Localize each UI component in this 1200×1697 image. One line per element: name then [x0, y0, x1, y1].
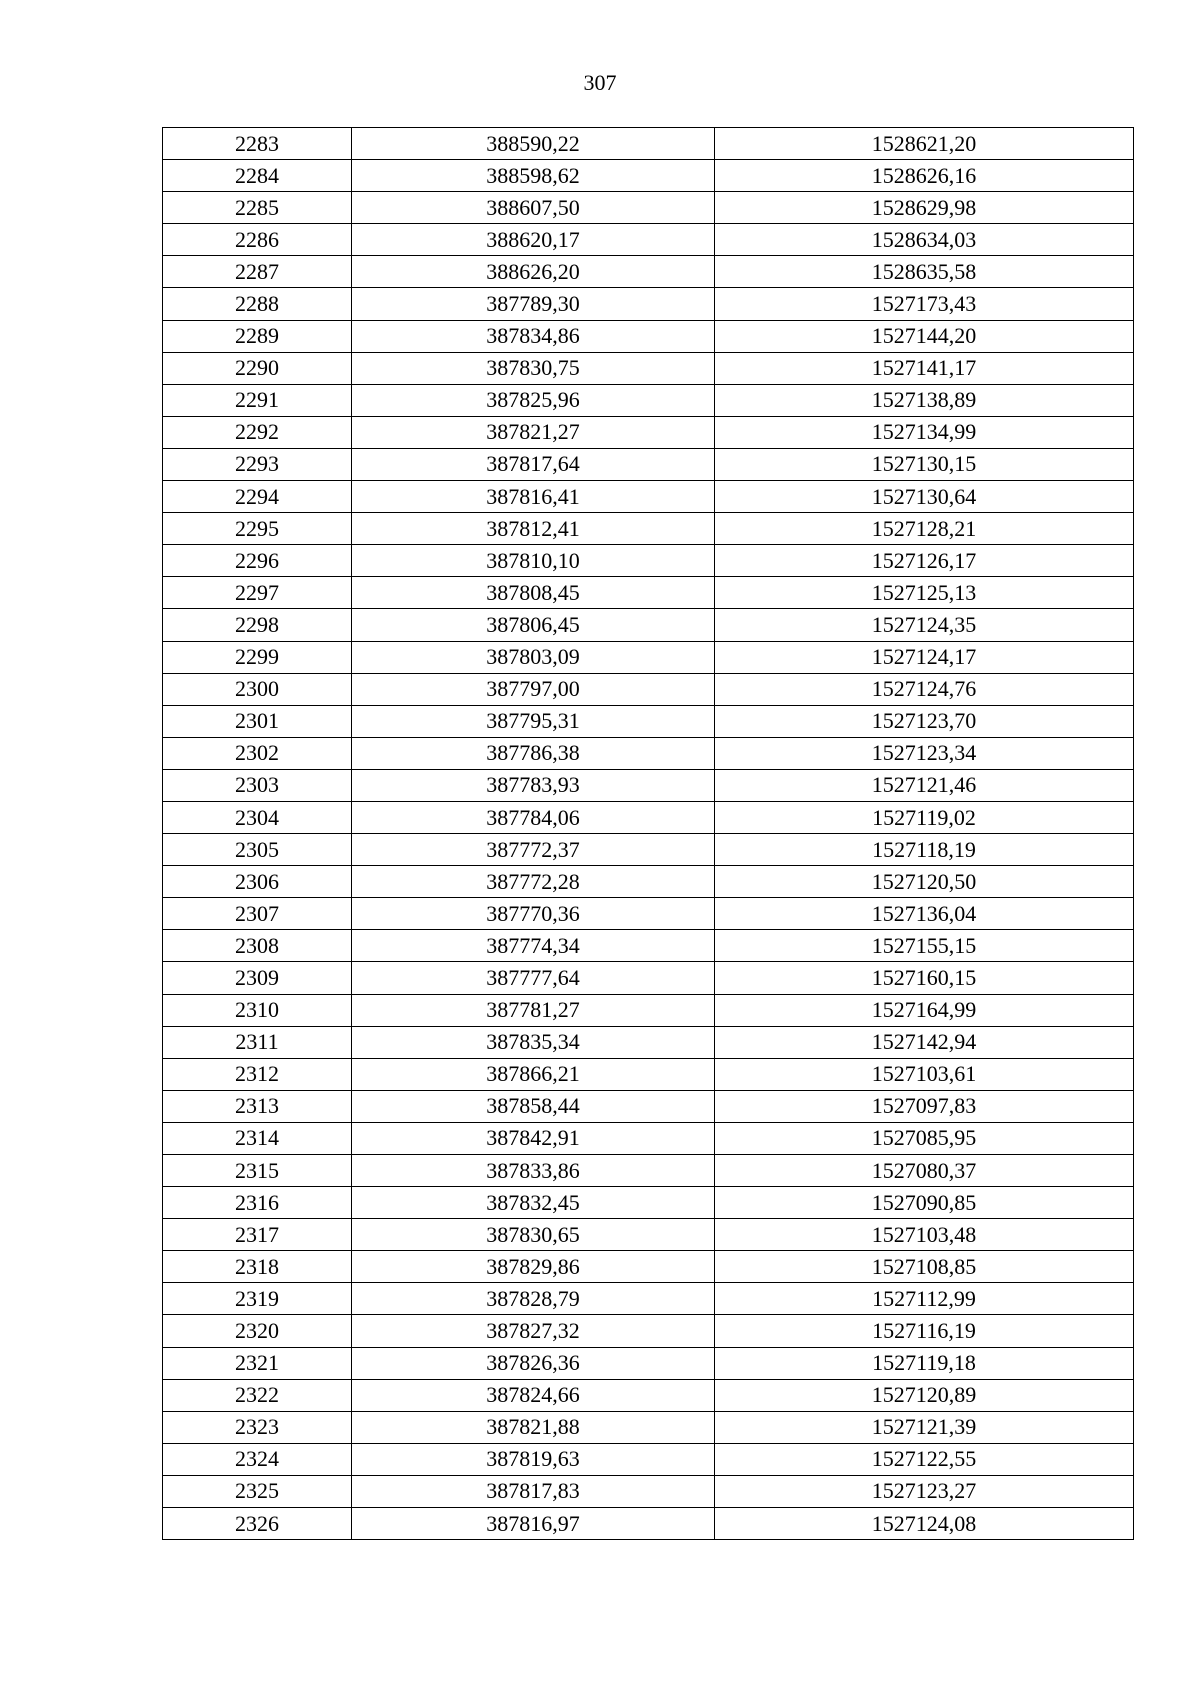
y-coordinate-cell: 1527108,85 [715, 1251, 1134, 1283]
x-coordinate-cell: 387803,09 [352, 641, 715, 673]
table-row [163, 1315, 1134, 1347]
table-row [163, 1155, 1134, 1187]
x-coordinate-cell: 387784,06 [352, 801, 715, 833]
y-coordinate-cell: 1527130,15 [715, 448, 1134, 480]
table-row [163, 352, 1134, 384]
point-number-cell: 2308 [163, 930, 352, 962]
y-coordinate-cell: 1527122,55 [715, 1443, 1134, 1475]
table-row [163, 1219, 1134, 1251]
table-row [163, 288, 1134, 320]
point-number-cell: 2290 [163, 352, 352, 384]
table-row [163, 320, 1134, 352]
table-row [163, 1283, 1134, 1315]
point-number-cell: 2310 [163, 994, 352, 1026]
table-row [163, 416, 1134, 448]
table-row [163, 930, 1134, 962]
x-coordinate-cell: 387829,86 [352, 1251, 715, 1283]
point-number-cell: 2284 [163, 160, 352, 192]
point-number-cell: 2293 [163, 448, 352, 480]
x-coordinate-cell: 387825,96 [352, 384, 715, 416]
y-coordinate-cell: 1527138,89 [715, 384, 1134, 416]
y-coordinate-cell: 1528635,58 [715, 256, 1134, 288]
point-number-cell: 2287 [163, 256, 352, 288]
point-number-cell: 2324 [163, 1443, 352, 1475]
table-row [163, 1090, 1134, 1122]
x-coordinate-cell: 387816,97 [352, 1508, 715, 1540]
table-row [163, 1379, 1134, 1411]
y-coordinate-cell: 1527173,43 [715, 288, 1134, 320]
table-row [163, 834, 1134, 866]
x-coordinate-cell: 387795,31 [352, 705, 715, 737]
y-coordinate-cell: 1527155,15 [715, 930, 1134, 962]
y-coordinate-cell: 1527085,95 [715, 1122, 1134, 1154]
table-row [163, 1026, 1134, 1058]
x-coordinate-cell: 387777,64 [352, 962, 715, 994]
table-row [163, 769, 1134, 801]
x-coordinate-cell: 387866,21 [352, 1058, 715, 1090]
x-coordinate-cell: 387830,65 [352, 1219, 715, 1251]
y-coordinate-cell: 1527124,17 [715, 641, 1134, 673]
y-coordinate-cell: 1527134,99 [715, 416, 1134, 448]
table-row [163, 962, 1134, 994]
point-number-cell: 2302 [163, 737, 352, 769]
y-coordinate-cell: 1527118,19 [715, 834, 1134, 866]
x-coordinate-cell: 387828,79 [352, 1283, 715, 1315]
point-number-cell: 2314 [163, 1122, 352, 1154]
y-coordinate-cell: 1527124,35 [715, 609, 1134, 641]
table-row [163, 898, 1134, 930]
point-number-cell: 2292 [163, 416, 352, 448]
y-coordinate-cell: 1527103,48 [715, 1219, 1134, 1251]
y-coordinate-cell: 1528626,16 [715, 160, 1134, 192]
table-row [163, 1187, 1134, 1219]
table-row [163, 1411, 1134, 1443]
x-coordinate-cell: 387821,88 [352, 1411, 715, 1443]
table-row [163, 577, 1134, 609]
x-coordinate-cell: 387842,91 [352, 1122, 715, 1154]
point-number-cell: 2291 [163, 384, 352, 416]
table-row [163, 1508, 1134, 1540]
y-coordinate-cell: 1527120,50 [715, 866, 1134, 898]
table-row [163, 1347, 1134, 1379]
point-number-cell: 2305 [163, 834, 352, 866]
y-coordinate-cell: 1527080,37 [715, 1155, 1134, 1187]
x-coordinate-cell: 388607,50 [352, 192, 715, 224]
point-number-cell: 2316 [163, 1187, 352, 1219]
point-number-cell: 2322 [163, 1379, 352, 1411]
y-coordinate-cell: 1527164,99 [715, 994, 1134, 1026]
point-number-cell: 2299 [163, 641, 352, 673]
y-coordinate-cell: 1527124,08 [715, 1508, 1134, 1540]
point-number-cell: 2311 [163, 1026, 352, 1058]
y-coordinate-cell: 1527119,02 [715, 801, 1134, 833]
y-coordinate-cell: 1527116,19 [715, 1315, 1134, 1347]
y-coordinate-cell: 1527123,34 [715, 737, 1134, 769]
x-coordinate-cell: 387772,28 [352, 866, 715, 898]
y-coordinate-cell: 1528629,98 [715, 192, 1134, 224]
x-coordinate-cell: 387817,64 [352, 448, 715, 480]
x-coordinate-cell: 387810,10 [352, 545, 715, 577]
y-coordinate-cell: 1527124,76 [715, 673, 1134, 705]
point-number-cell: 2317 [163, 1219, 352, 1251]
x-coordinate-cell: 387770,36 [352, 898, 715, 930]
y-coordinate-cell: 1527126,17 [715, 545, 1134, 577]
table-row [163, 737, 1134, 769]
x-coordinate-cell: 387832,45 [352, 1187, 715, 1219]
y-coordinate-cell: 1527090,85 [715, 1187, 1134, 1219]
x-coordinate-cell: 387774,34 [352, 930, 715, 962]
table-row [163, 866, 1134, 898]
table-row [163, 673, 1134, 705]
y-coordinate-cell: 1527123,70 [715, 705, 1134, 737]
table-row [163, 256, 1134, 288]
point-number-cell: 2286 [163, 224, 352, 256]
x-coordinate-cell: 388626,20 [352, 256, 715, 288]
point-number-cell: 2294 [163, 481, 352, 513]
point-number-cell: 2325 [163, 1475, 352, 1507]
x-coordinate-cell: 387827,32 [352, 1315, 715, 1347]
x-coordinate-cell: 387772,37 [352, 834, 715, 866]
table-row [163, 705, 1134, 737]
table-row [163, 1443, 1134, 1475]
x-coordinate-cell: 387824,66 [352, 1379, 715, 1411]
table-row [163, 160, 1134, 192]
point-number-cell: 2307 [163, 898, 352, 930]
x-coordinate-cell: 387786,38 [352, 737, 715, 769]
table-row [163, 1058, 1134, 1090]
x-coordinate-cell: 387819,63 [352, 1443, 715, 1475]
x-coordinate-cell: 387833,86 [352, 1155, 715, 1187]
page-number: 307 [583, 70, 617, 95]
point-number-cell: 2319 [163, 1283, 352, 1315]
table-row [163, 481, 1134, 513]
x-coordinate-cell: 387830,75 [352, 352, 715, 384]
y-coordinate-cell: 1527112,99 [715, 1283, 1134, 1315]
y-coordinate-cell: 1527121,46 [715, 769, 1134, 801]
y-coordinate-cell: 1527141,17 [715, 352, 1134, 384]
y-coordinate-cell: 1527160,15 [715, 962, 1134, 994]
table-row [163, 641, 1134, 673]
x-coordinate-cell: 387783,93 [352, 769, 715, 801]
point-number-cell: 2304 [163, 801, 352, 833]
point-number-cell: 2326 [163, 1508, 352, 1540]
y-coordinate-cell: 1527123,27 [715, 1475, 1134, 1507]
point-number-cell: 2295 [163, 513, 352, 545]
table-row [163, 1122, 1134, 1154]
table-row [163, 545, 1134, 577]
x-coordinate-cell: 388590,22 [352, 128, 715, 160]
point-number-cell: 2289 [163, 320, 352, 352]
point-number-cell: 2306 [163, 866, 352, 898]
x-coordinate-cell: 387817,83 [352, 1475, 715, 1507]
table-row [163, 994, 1134, 1026]
y-coordinate-cell: 1528621,20 [715, 128, 1134, 160]
point-number-cell: 2313 [163, 1090, 352, 1122]
x-coordinate-cell: 388620,17 [352, 224, 715, 256]
coordinates-table-body [163, 128, 1134, 1540]
point-number-cell: 2288 [163, 288, 352, 320]
point-number-cell: 2312 [163, 1058, 352, 1090]
y-coordinate-cell: 1527121,39 [715, 1411, 1134, 1443]
x-coordinate-cell: 387821,27 [352, 416, 715, 448]
point-number-cell: 2321 [163, 1347, 352, 1379]
y-coordinate-cell: 1528634,03 [715, 224, 1134, 256]
y-coordinate-cell: 1527119,18 [715, 1347, 1134, 1379]
y-coordinate-cell: 1527097,83 [715, 1090, 1134, 1122]
y-coordinate-cell: 1527144,20 [715, 320, 1134, 352]
point-number-cell: 2297 [163, 577, 352, 609]
y-coordinate-cell: 1527128,21 [715, 513, 1134, 545]
y-coordinate-cell: 1527103,61 [715, 1058, 1134, 1090]
point-number-cell: 2298 [163, 609, 352, 641]
y-coordinate-cell: 1527142,94 [715, 1026, 1134, 1058]
y-coordinate-cell: 1527130,64 [715, 481, 1134, 513]
point-number-cell: 2300 [163, 673, 352, 705]
x-coordinate-cell: 387808,45 [352, 577, 715, 609]
y-coordinate-cell: 1527120,89 [715, 1379, 1134, 1411]
point-number-cell: 2285 [163, 192, 352, 224]
table-row [163, 1475, 1134, 1507]
point-number-cell: 2318 [163, 1251, 352, 1283]
table-row [163, 128, 1134, 160]
x-coordinate-cell: 387781,27 [352, 994, 715, 1026]
table-row [163, 384, 1134, 416]
table-row [163, 448, 1134, 480]
x-coordinate-cell: 387858,44 [352, 1090, 715, 1122]
point-number-cell: 2296 [163, 545, 352, 577]
point-number-cell: 2309 [163, 962, 352, 994]
x-coordinate-cell: 387816,41 [352, 481, 715, 513]
point-number-cell: 2283 [163, 128, 352, 160]
table-row [163, 192, 1134, 224]
point-number-cell: 2301 [163, 705, 352, 737]
x-coordinate-cell: 388598,62 [352, 160, 715, 192]
y-coordinate-cell: 1527136,04 [715, 898, 1134, 930]
y-coordinate-cell: 1527125,13 [715, 577, 1134, 609]
point-number-cell: 2315 [163, 1155, 352, 1187]
x-coordinate-cell: 387834,86 [352, 320, 715, 352]
x-coordinate-cell: 387806,45 [352, 609, 715, 641]
x-coordinate-cell: 387835,34 [352, 1026, 715, 1058]
point-number-cell: 2320 [163, 1315, 352, 1347]
x-coordinate-cell: 387812,41 [352, 513, 715, 545]
table-row [163, 224, 1134, 256]
x-coordinate-cell: 387826,36 [352, 1347, 715, 1379]
table-row [163, 513, 1134, 545]
x-coordinate-cell: 387797,00 [352, 673, 715, 705]
table-row [163, 801, 1134, 833]
coordinates-table [162, 127, 1134, 1540]
point-number-cell: 2303 [163, 769, 352, 801]
x-coordinate-cell: 387789,30 [352, 288, 715, 320]
point-number-cell: 2323 [163, 1411, 352, 1443]
table-row [163, 1251, 1134, 1283]
table-row [163, 609, 1134, 641]
